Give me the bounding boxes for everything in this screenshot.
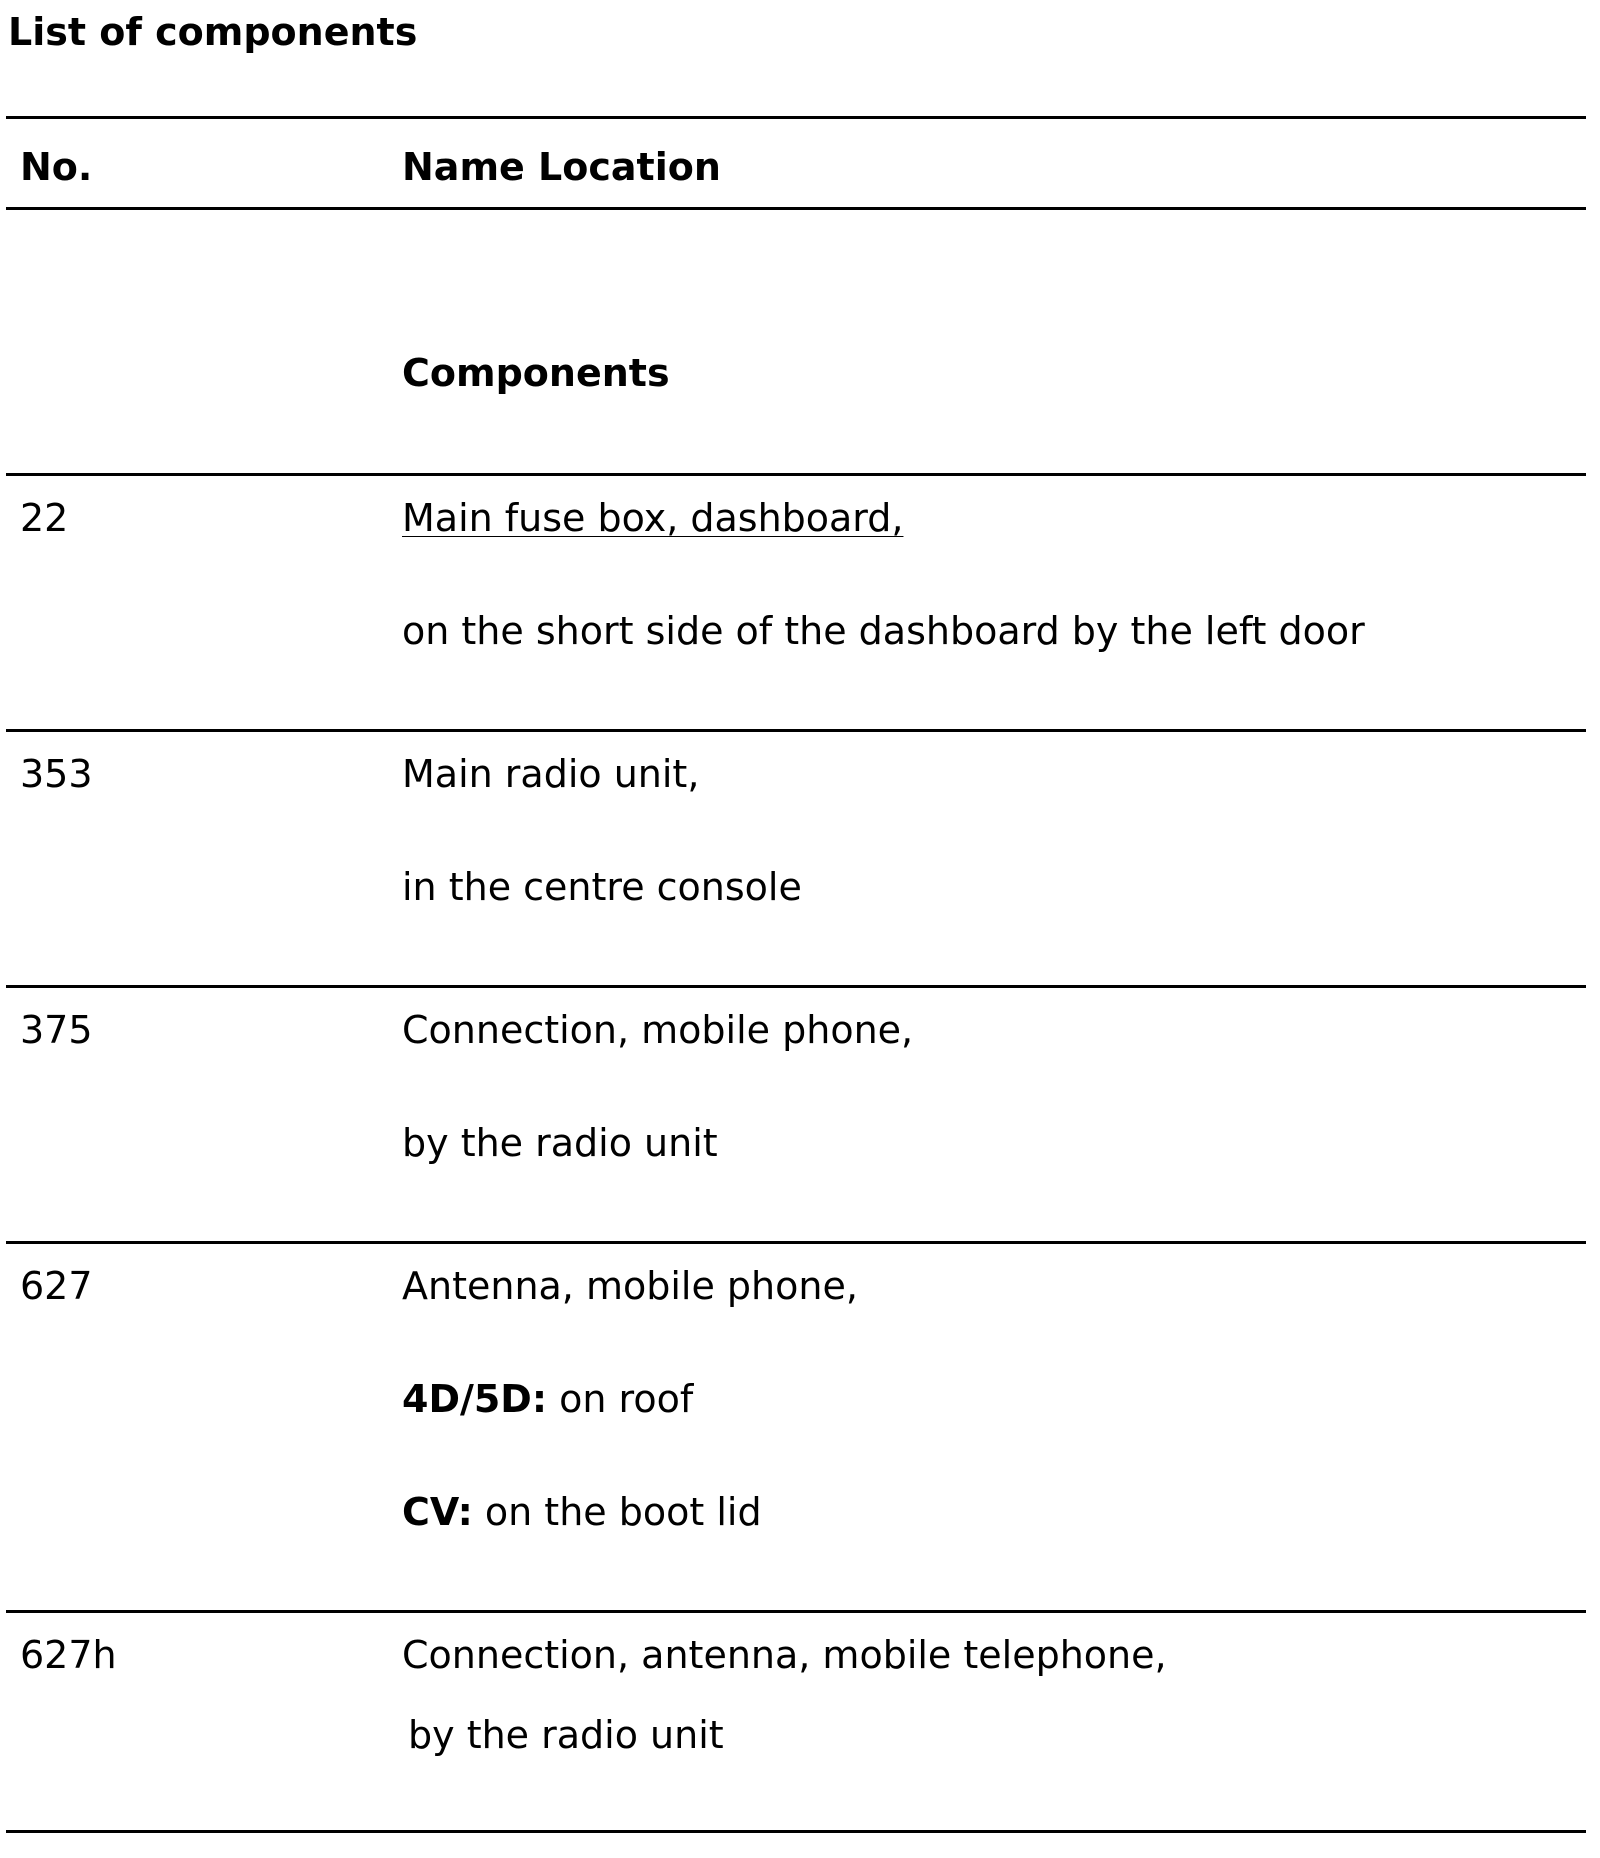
component-name-353: Main radio unit, <box>402 752 700 796</box>
component-location-22: on the short side of the dashboard by the left door <box>402 609 1365 653</box>
row-divider <box>6 1610 1586 1613</box>
row-no-375: 375 <box>20 1008 93 1052</box>
variant-text: on roof <box>547 1377 694 1421</box>
component-location-627-4d5d <box>402 1378 693 1422</box>
variant-label: CV: <box>402 1490 473 1534</box>
row-no-22: 22 <box>20 496 69 540</box>
row-no-353: 353 <box>20 752 93 796</box>
component-name-22: Main fuse box, dashboard, <box>402 496 904 540</box>
component-name-375: Connection, mobile phone, <box>402 1008 914 1052</box>
header-bottom-rule <box>6 207 1586 210</box>
header-name-location: Name Location <box>402 145 721 189</box>
variant-label: 4D/5D: <box>402 1377 548 1421</box>
table-bottom-rule <box>6 1830 1586 1833</box>
row-divider <box>6 473 1586 476</box>
section-heading: Components <box>402 351 670 395</box>
row-divider <box>6 985 1586 988</box>
component-name-627: Antenna, mobile phone, <box>402 1264 858 1308</box>
variant-text: on the boot lid <box>472 1490 762 1534</box>
table-top-rule <box>6 116 1586 119</box>
component-location-627h: by the radio unit <box>408 1713 724 1757</box>
header-no: No. <box>20 145 93 189</box>
page-title: List of components <box>8 10 418 54</box>
component-location-353: in the centre console <box>402 865 802 909</box>
row-divider <box>6 1241 1586 1244</box>
component-location-627-cv <box>402 1491 762 1535</box>
component-name-627h: Connection, antenna, mobile telephone, <box>402 1633 1167 1677</box>
row-no-627: 627 <box>20 1264 93 1308</box>
component-location-375: by the radio unit <box>402 1121 718 1165</box>
row-no-627h: 627h <box>20 1633 117 1677</box>
row-divider <box>6 729 1586 732</box>
